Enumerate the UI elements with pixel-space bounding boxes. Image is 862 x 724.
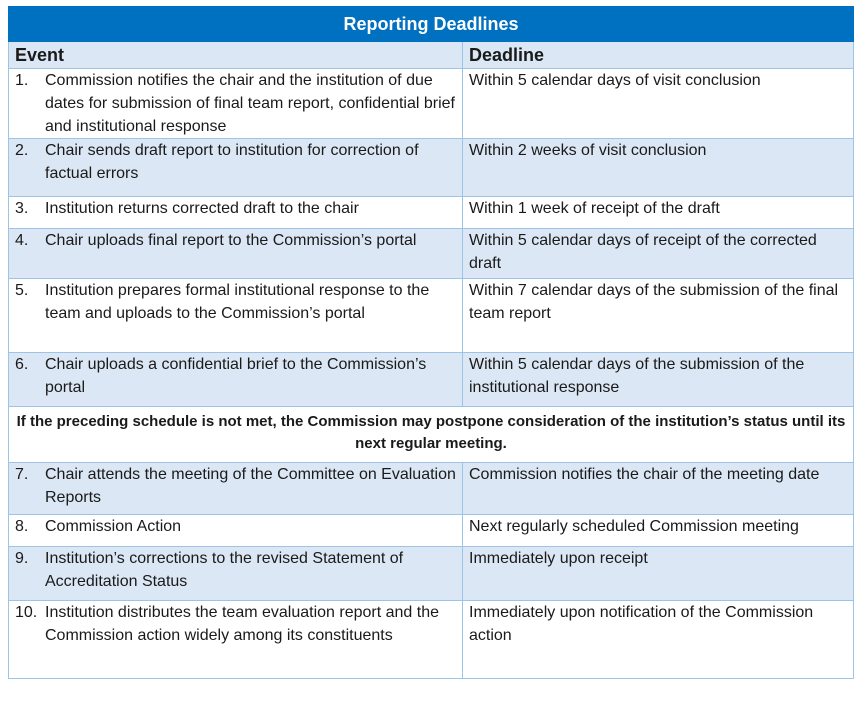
event-text: Chair uploads final report to the Commission’s portal xyxy=(45,232,417,249)
event-cell xyxy=(9,229,463,279)
table-row xyxy=(9,139,854,197)
event-cell xyxy=(9,69,463,139)
table-row xyxy=(9,279,854,353)
event-text: Chair sends draft report to institution for correction of factual errors xyxy=(45,142,419,182)
title-row xyxy=(9,7,854,42)
schedule-note-row xyxy=(9,407,854,463)
table-row xyxy=(9,353,854,407)
event-cell xyxy=(9,353,463,407)
deadline-cell: Immediately upon notification of the Commission action xyxy=(463,601,854,679)
row-number: 8. xyxy=(15,518,29,535)
row-number: 3. xyxy=(15,200,29,217)
event-cell xyxy=(9,601,463,679)
event-text: Commission notifies the chair and the institution of due dates for submission of final team report, confidential brief and institutional response xyxy=(45,72,455,135)
deadline-cell: Commission notifies the chair of the meeting date xyxy=(463,463,854,515)
deadline-cell: Within 5 calendar days of the submission of the institutional response xyxy=(463,353,854,407)
deadline-cell: Within 5 calendar days of receipt of the corrected draft xyxy=(463,229,854,279)
table-row xyxy=(9,229,854,279)
reporting-deadlines-table-container xyxy=(8,6,853,679)
table-row xyxy=(9,601,854,679)
deadline-cell: Within 7 calendar days of the submission of the final team report xyxy=(463,279,854,353)
row-number: 9. xyxy=(15,550,29,567)
row-number: 5. xyxy=(15,282,29,299)
event-column-header: Event xyxy=(9,42,463,69)
row-number: 1. xyxy=(15,72,29,89)
reporting-deadlines-table xyxy=(8,6,854,679)
event-text: Institution prepares formal institutional response to the team and uploads to the Commission’s portal xyxy=(45,282,430,322)
event-cell xyxy=(9,515,463,547)
deadline-cell: Within 1 week of receipt of the draft xyxy=(463,197,854,229)
event-text: Chair attends the meeting of the Committee on Evaluation Reports xyxy=(45,466,456,506)
row-number: 4. xyxy=(15,232,29,249)
header-row xyxy=(9,42,854,69)
table-row xyxy=(9,463,854,515)
deadline-cell: Within 2 weeks of visit conclusion xyxy=(463,139,854,197)
schedule-note: If the preceding schedule is not met, the Commission may postpone consideration of the institution’s status until its next regular meeting. xyxy=(9,407,854,463)
event-cell xyxy=(9,279,463,353)
row-number: 7. xyxy=(15,466,29,483)
event-text: Commission Action xyxy=(45,518,182,535)
table-row xyxy=(9,547,854,601)
deadline-column-header: Deadline xyxy=(463,42,854,69)
deadline-cell: Within 5 calendar days of visit conclusion xyxy=(463,69,854,139)
row-number: 10. xyxy=(15,604,38,621)
table-row xyxy=(9,69,854,139)
event-cell xyxy=(9,463,463,515)
deadline-cell: Next regularly scheduled Commission meeting xyxy=(463,515,854,547)
event-text: Chair uploads a confidential brief to the Commission’s portal xyxy=(45,356,427,396)
event-text: Institution distributes the team evaluation report and the Commission action widely among its constituents xyxy=(45,604,440,644)
row-number: 2. xyxy=(15,142,29,159)
event-cell xyxy=(9,547,463,601)
row-number: 6. xyxy=(15,356,29,373)
table-title: Reporting Deadlines xyxy=(9,7,854,42)
table-row xyxy=(9,515,854,547)
event-text: Institution returns corrected draft to the chair xyxy=(45,200,359,217)
event-text: Institution’s corrections to the revised Statement of Accreditation Status xyxy=(45,550,404,590)
deadline-cell: Immediately upon receipt xyxy=(463,547,854,601)
event-cell xyxy=(9,197,463,229)
table-row xyxy=(9,197,854,229)
event-cell xyxy=(9,139,463,197)
